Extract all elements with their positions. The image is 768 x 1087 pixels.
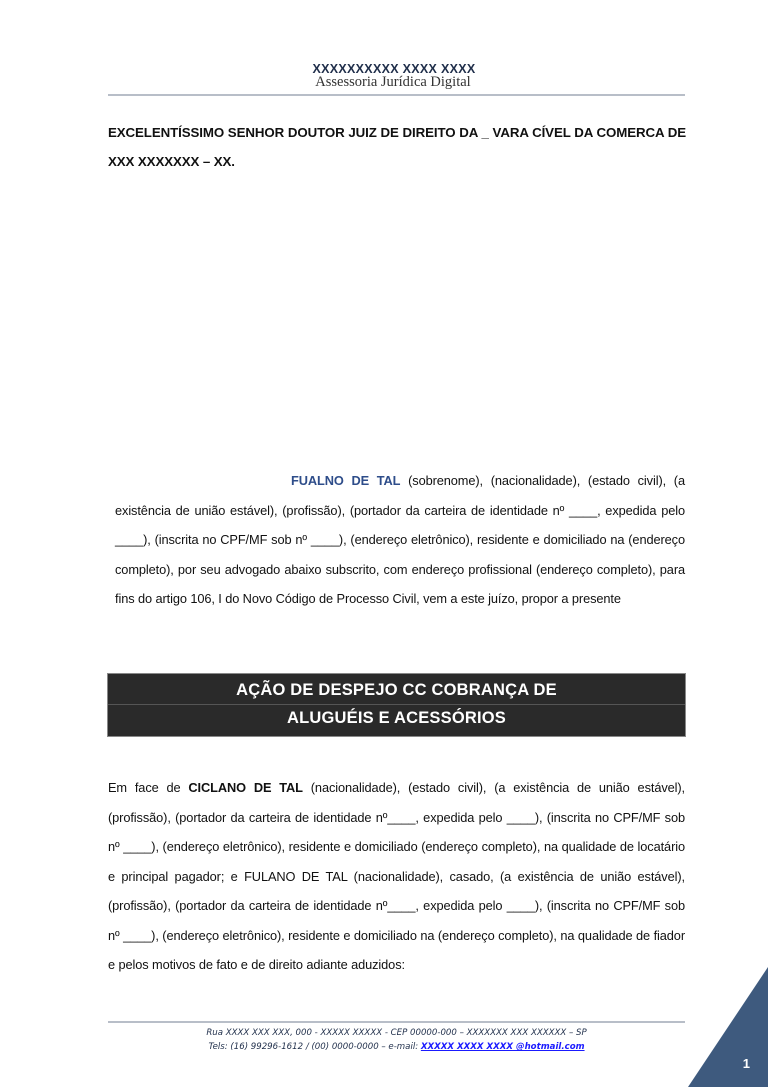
footer-email-link[interactable]: XXXXX XXXX XXXX @hotmail.com bbox=[420, 1042, 585, 1052]
qualification-text: (sobrenome), (nacionalidade), (estado civil), (a existência de união estável), (profissão), (portador da carteira de identidade nº ____, expedida pelo ____), (inscrita no CPF/MF sob nº ____), (endereço eletrônico), residente e domiciliado na (endereço completo), por seu advogado abaixo subscrito, com endereço profissional (endereço completo), para fins do artigo 106, I do Novo Código de Processo Civil, vem a este juízo, propor a presente bbox=[115, 473, 685, 606]
page-corner-decoration bbox=[688, 967, 768, 1087]
footer-contacts bbox=[108, 1040, 685, 1054]
footer-divider bbox=[108, 1021, 685, 1023]
facing-text: (nacionalidade), (estado civil), (a existência de união estável), (profissão), (portador da carteira de identidade nº____, expedida pelo ____), (inscrita no CPF/MF sob nº ____), (endereço eletrônico), residente e domiciliado (endereço completo), na qualidade de locatário e principal pagador; e FULANO DE TAL (nacionalidade), casado, (a existência de união estável), (profissão), (portador da carteira de identidade nº____, expedida pelo ____), (inscrita no CPF/MF sob nº ____), (endereço eletrônico), residente e domiciliado na (endereço completo), na qualidade de fiador e pelos motivos de fato e de direito adiante aduzidos: bbox=[108, 780, 686, 972]
footer-phones: Tels: (16) 99296-1612 / (00) 0000-0000 – e-mail: bbox=[208, 1042, 421, 1052]
header-divider bbox=[108, 94, 685, 96]
action-title-line1: AÇÃO DE DESPEJO CC COBRANÇA DE bbox=[236, 681, 557, 699]
plaintiff-qualification bbox=[115, 466, 685, 614]
qualification-paragraph bbox=[115, 466, 685, 614]
facing-prefix: Em face de bbox=[108, 780, 189, 795]
action-title-line2: ALUGUÉIS E ACESSÓRIOS bbox=[286, 709, 507, 727]
defendant-name: CICLANO DE TAL bbox=[188, 780, 303, 795]
header-subtitle: Assessoria Jurídica Digital bbox=[315, 74, 471, 90]
defendant-qualification bbox=[108, 773, 685, 980]
action-title-banner bbox=[108, 674, 685, 736]
page-number: 1 bbox=[742, 1056, 750, 1071]
addressee-heading: EXCELENTÍSSIMO SENHOR DOUTOR JUIZ DE DIREITO DA _ VARA CÍVEL DA COMERCA DE XXX XXXXXXX – XX. bbox=[108, 125, 686, 169]
header-brand: XXXXXXXXXX XXXX XXXX bbox=[312, 62, 476, 76]
page-header bbox=[0, 62, 768, 90]
banner-divider bbox=[108, 704, 685, 705]
page-footer bbox=[108, 1026, 685, 1054]
footer-address: Rua XXXX XXX XXX, 000 - XXXXX XXXXX - CEP 00000-000 – XXXXXXX XXX XXXXXX – SP bbox=[206, 1028, 587, 1038]
plaintiff-name: FUALNO DE TAL bbox=[291, 473, 401, 488]
